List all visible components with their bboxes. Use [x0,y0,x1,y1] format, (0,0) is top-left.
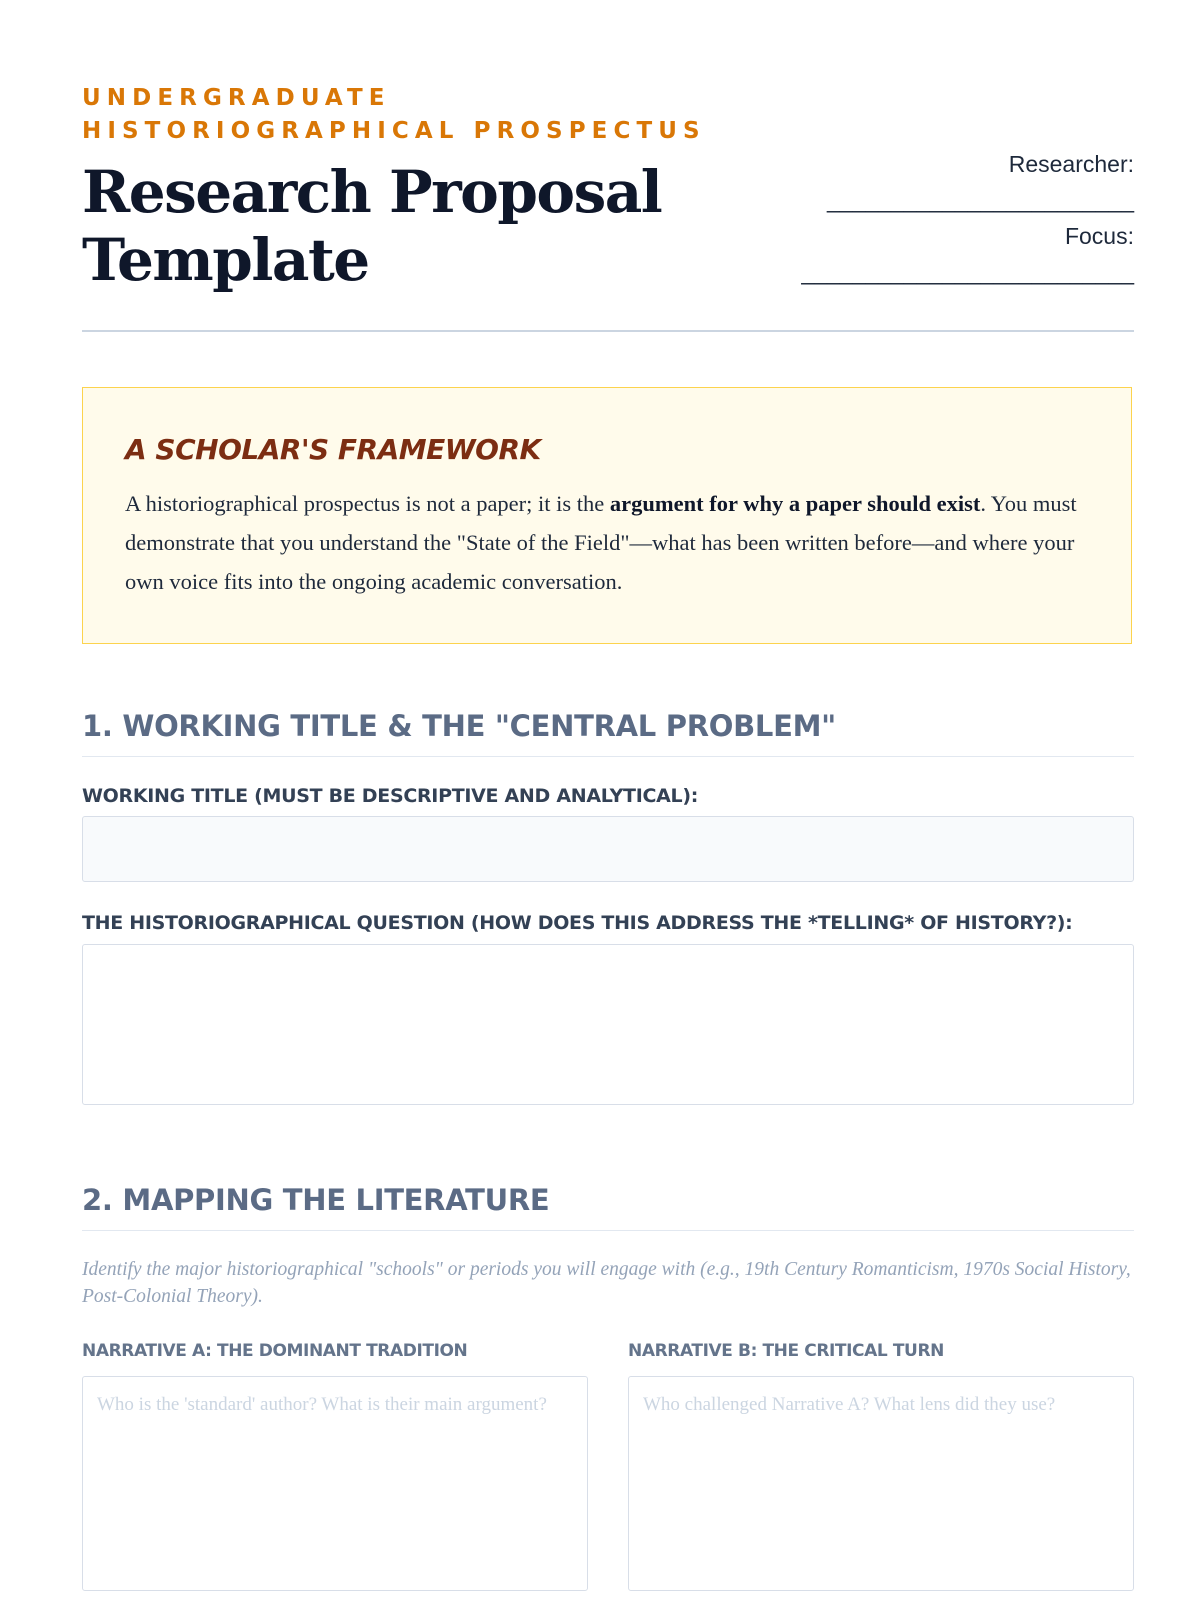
callout-body [125,484,1091,601]
callout-body-intro: A historiographical prospectus is not a paper; it is the [125,491,610,516]
working-title-label: WORKING TITLE (MUST BE DESCRIPTIVE AND ANALYTICAL): [82,785,698,807]
callout-title: A SCHOLAR'S FRAMEWORK [125,433,541,466]
researcher-blank-line[interactable]: ________________________ [827,187,1134,213]
section-2-instructions: Identify the major historiographical "schools" or periods you will engage with (e.g., 19th Century Romanticism, 1970s Social History, Post-Colonial Theory). [82,1259,1131,1307]
document-header [82,0,1134,332]
section-2-heading: 2. MAPPING THE LITERATURE [82,1180,1134,1231]
working-title-field[interactable] [82,816,1134,882]
researcher-label: Researcher: [1008,151,1134,177]
narrative-a-label: NARRATIVE A: THE DOMINANT TRADITION [82,1341,468,1361]
page-title: Research Proposal Template [82,158,662,294]
narrative-a-textarea[interactable] [83,1377,587,1590]
callout-body-emphasis: argument for why a paper should exist [609,491,981,516]
question-field[interactable] [82,944,1134,1105]
narrative-a-field[interactable] [82,1376,588,1591]
header-divider [82,330,1134,332]
question-textarea[interactable] [83,945,1133,1104]
eyebrow-label: UNDERGRADUATE HISTORIOGRAPHICAL PROSPECTUS [82,85,706,144]
focus-label: Focus: [1064,223,1134,249]
proposal-page [82,0,1134,1361]
narrative-b-textarea[interactable] [629,1377,1133,1590]
focus-blank-line[interactable]: __________________________ [801,259,1134,285]
narrative-b-label: NARRATIVE B: THE CRITICAL TURN [628,1341,944,1361]
narrative-b-field[interactable] [628,1376,1134,1591]
question-label: THE HISTORIOGRAPHICAL QUESTION (HOW DOES THIS ADDRESS THE *TELLING* OF HISTORY?): [82,912,1073,934]
callout-body-rest: . You must demonstrate that you understand the "State of the Field"—what has been written before—and where your own voice fits into the ongoing academic conversation. [125,491,1077,594]
researcher-meta [801,146,1134,290]
working-title-input[interactable] [83,817,1133,881]
scholars-framework-callout [82,387,1132,644]
section-1-heading: 1. WORKING TITLE & THE "CENTRAL PROBLEM" [82,706,1134,757]
